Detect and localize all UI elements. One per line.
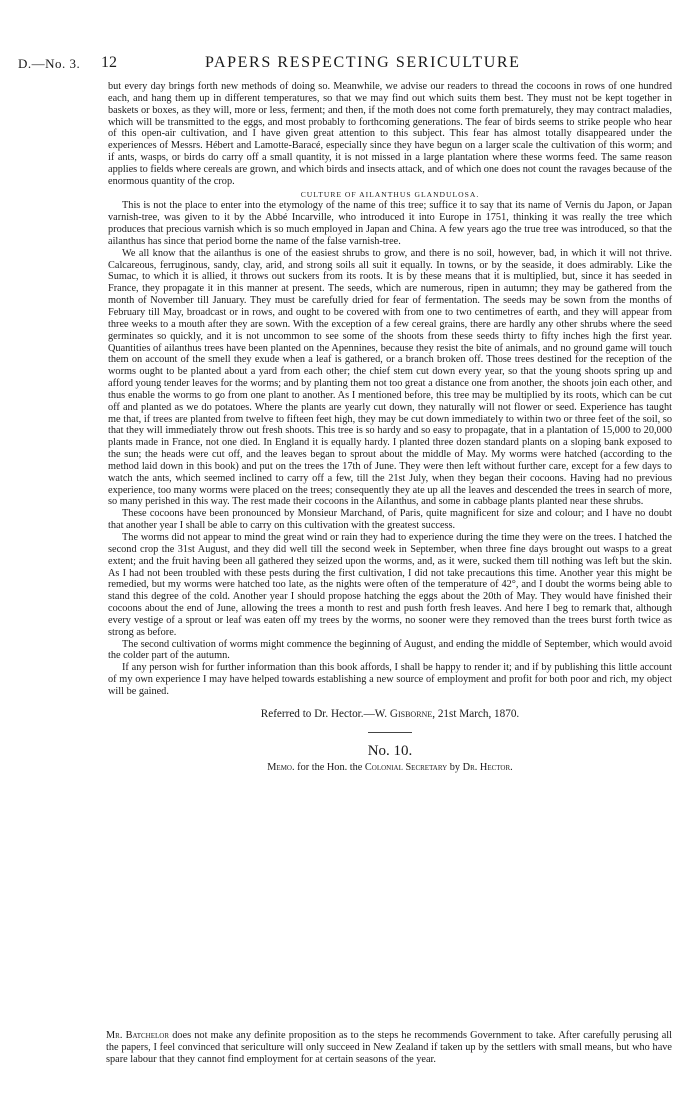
memo-paragraph [106, 1030, 672, 1066]
divider [368, 732, 412, 733]
section-heading: CULTURE OF AILANTHUS GLANDULOSA. [300, 189, 480, 199]
memo-prefix: Memo. [267, 761, 295, 773]
paragraph-continuation: but every day brings forth new methods of doing so. Meanwhile, we advise our readers to thread the cocoons in rows of one hundred each, and hang them up in different temperatures, so that we may find out which suits them best. They must not be kept together in baskets or boxes, as they will, more or less, ferment; and then, if the moth does not come forth prematurely, they may contract maladies, which will be transmitted to the eggs, and most probably to forthcoming generations. The fear of birds seems to strike people who hear of this open-air cultivation, and I have given great attention to this subject. This fear has almost totally disappeared under the experiences of Messrs. Hébert and Lamotte-Baracé, especially since they have begun on a larger scale the cultivation of this worm; and if ants, wasps, or birds do carry off a small quantity, it is not missed in a large plantation where these worms feed. The same reason applies to fields where cereals are grown, and which birds and insects attack, and of which one does not count the ravages because of the enormous quantity of the crop. [108, 81, 672, 187]
referral-text: Referred to Dr. Hector.—W. [260, 707, 390, 720]
article-body [108, 81, 672, 774]
memo-author: Dr. Hector. [462, 761, 513, 773]
referral-note [108, 708, 672, 721]
running-title: PAPERS RESPECTING SERICULTURE [205, 54, 521, 71]
paragraph: If any person wish for further information than this book affords, I shall be happy to render it; and if by publishing this little account of my own experience I may have helped towards establishing a new source of employment and profit for both poor and rich, my object will be gained. [108, 662, 672, 697]
memo-subject-name: Mr. Batchelor [106, 1030, 170, 1041]
memo-mid1: for the Hon. the [294, 761, 365, 773]
paragraph: The second cultivation of worms might commence the beginning of August, and ending the middle of September, which would avoid the colder part of the autumn. [108, 638, 672, 662]
page-header [0, 56, 700, 78]
memo-mid2: by [447, 761, 463, 773]
memo-text: does not make any definite proposition as to the steps he recommends Government to take. After carefully perusing all the papers, I feel convinced that sericulture will only succeed in New Zealand if taken up by the settlers with small means, but who have spare labour that they cannot find employment for at certain seasons of the year. [106, 1030, 672, 1065]
paragraph: The worms did not appear to mind the great wind or rain they had to experience during the time they were on the trees. I hatched the second crop the 31st August, and they did well till the second week in September, when three fine days brought out wasps to a great extent; and the fruit having been all gathered they seized upon the worms, and, as it were, sucked them till nothing was left but the skin. As I had not been troubled with these pests during the first cultivation, I did not take precautions this time. Another year this might be remedied, but my worms were hatched too late, as the nights were often of the temperature of 42°, and I doubt the worms being able to stand this degree of the cold. Another year I should propose hatching the eggs about the 20th of May. They would have finished their cocoons about the end of June, allowing the trees a month to rest and push forth fresh leaves. And here I beg to remark that, although every vestige of a sprout or leaf was eaten off my trees by the worms, no sooner were they removed than the trees burst forth twice as strong as before. [108, 532, 672, 638]
paragraph: This is not the place to enter into the etymology of the name of this tree; suffice it to say that its name of Vernis du Japon, or Japan varnish-tree, was given to it by the Abbé Incarville, who introduced it into Europe in 1751, thinking it was really the tree which produces that precious varnish which is so much employed in Japan and China. A few years ago the true tree was introduced, so that the ailanthus has since that period borne the name of the false varnish-tree. [108, 200, 672, 247]
page-number: 12 [101, 54, 117, 71]
paragraph: These cocoons have been pronounced by Monsieur Marchand, of Paris, quite magnificent for size and colour; and I have no doubt that another year I shall be able to carry on this cultivation with the greatest success. [108, 508, 672, 532]
document-reference: D.—No. 3. [18, 56, 81, 71]
section-number: No. 10. [367, 742, 413, 759]
paragraph: We all know that the ailanthus is one of the easiest shrubs to grow, and there is no soil, however, bad, in which it will not thrive. Calcareous, ferruginous, sandy, clay, arid, and strong soils all suit it equally. In towns, or by the seaside, it does admirably. Like the Sumac, to which it is allied, it throws out suckers from its roots. It is by these means that it is multiplied, but, since it has seeded in France, they propagate it in this manner at present. The seeds, which are numerous, ripen in autumn; they may be gathered from the month of November till January. They must be carefully dried for fear of fermentation. The seeds may be sown from the months of February till May, broadcast or in rows, and ought to be covered with from one to two centimetres of earth, and they will appear from three weeks to a mouth after they are sown. With the exception of a few cereal grains, there are hardly any other shrubs where the seed germinates so quickly, and it is not uncommon to see some of the shoots from these seeds thirty to fifty inches high the first year. Quantities of ailanthus trees have been planted on the Apennines, because they resist the bite of animals, and no ground game will touch them on account of the smell they exude when a leaf is gathered, or a branch broken off. Those trees destined for the reception of the worms ought to be planted about a yard from each other; the chief stem cut down every year, so that the young shoots spring up and afford young tender leaves for the worms; and by planting them not too great a distance one from another, the shoots join each other, and thus enable the worms to go from one plant to another. As I mentioned before, this tree may be multiplied by its roots, which can be cut off and planted as we do potatoes. Where the plants are yearly cut down, they naturally will not flower or seed. Experience has taught me that, if trees are planted from twelve to fifteen feet high, they may be cut down immediately to within two or three feet of the soil, so that they will immediately throw out fresh shoots. This tree is so hardy and so easy to propagate, that in a plantation of 15,000 to 20,000 plants made in France, not one died. In England it is equally hardy. I planted three dozen standard plants on a sloping bank exposed to the sun; the heads were cut off, and the leaves began to sprout about the middle of May. My worms were hatched (according to the method laid down in this book) and put on the trees the 17th of June. They were then left without further care, except for a few days to watch the ants, which seemed inclined to carry off a few, till the 21st July, when they began their cocoons. Having had no previous experience, too many worms were placed on the trees; consequently they ate up all the leaves and descended the trees in search of more, so many perished in this way. The rest made their cocoons in the Ailanthus, and some in cabbage plants planted near these shrubs. [108, 247, 673, 508]
referral-name: Gisborne [389, 707, 433, 720]
referral-date: , 21st March, 1870. [432, 707, 520, 720]
memo-addressee: Colonial Secretary [364, 761, 448, 773]
memo-body [106, 1030, 672, 1066]
memo-title [108, 762, 672, 774]
